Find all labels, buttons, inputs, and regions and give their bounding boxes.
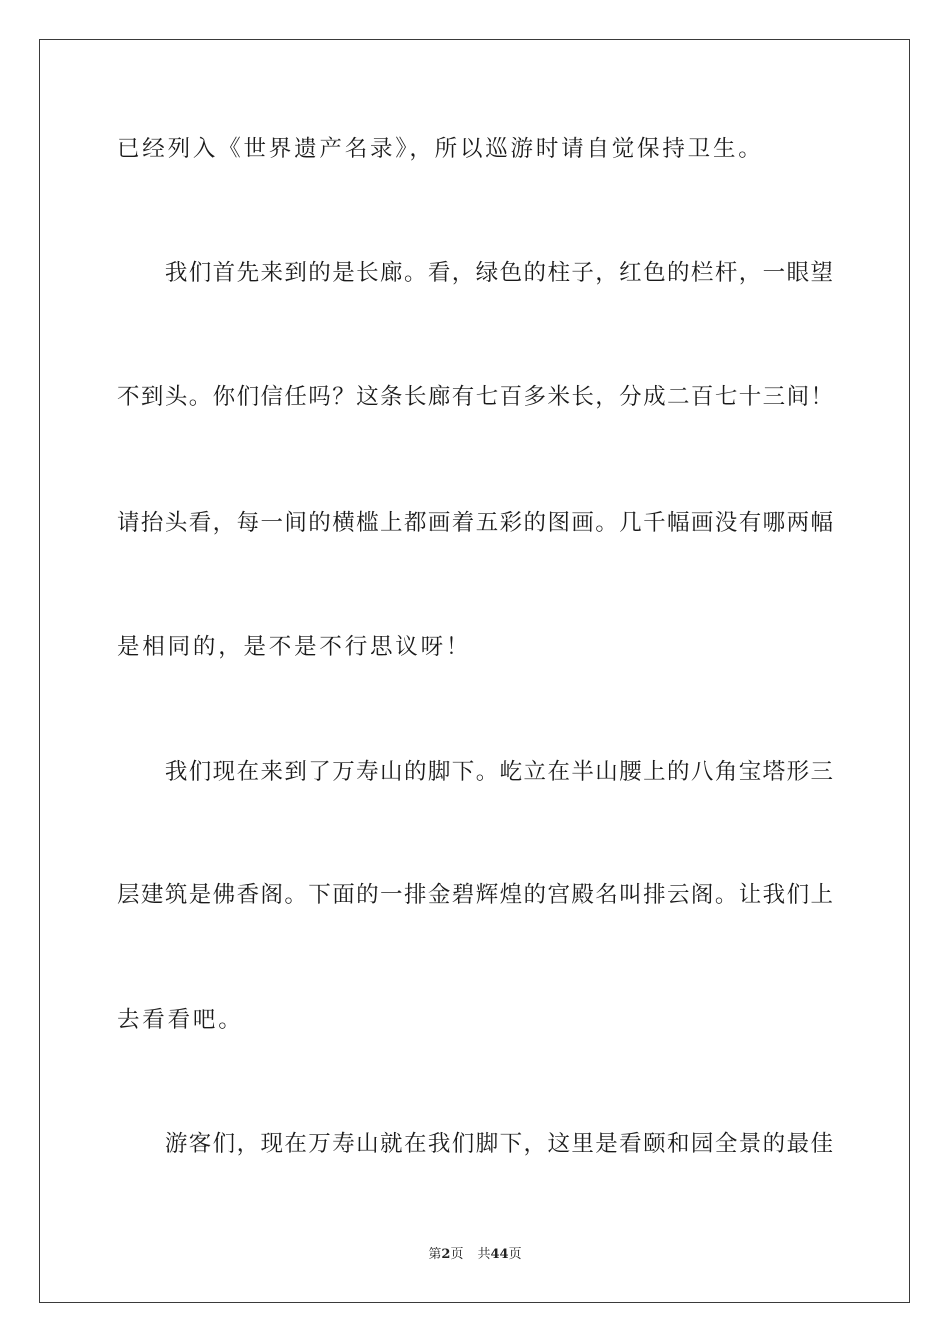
text-line-4: 请抬头看，每一间的横槛上都画着五彩的图画。几千幅画没有哪两幅 bbox=[117, 510, 833, 536]
text-line-2: 我们首先来到的是长廊。看，绿色的柱子，红色的栏杆，一眼望 bbox=[117, 260, 833, 286]
text-line-3: 不到头。你们信任吗？这条长廊有七百多米长，分成二百七十三间！ bbox=[117, 384, 833, 410]
total-suffix: 页 bbox=[508, 1247, 522, 1262]
text-line-6: 我们现在来到了万寿山的脚下。屹立在半山腰上的八角宝塔形三 bbox=[117, 759, 833, 785]
page-border bbox=[39, 39, 910, 1303]
total-prefix: 共 bbox=[477, 1247, 491, 1262]
text-line-9: 游客们，现在万寿山就在我们脚下，这里是看颐和园全景的最佳 bbox=[117, 1131, 833, 1157]
text-line-5: 是相同的，是不是不行思议呀！ bbox=[117, 634, 472, 660]
page-current: 2 bbox=[441, 1247, 451, 1262]
page-footer bbox=[0, 1246, 950, 1264]
page-total: 44 bbox=[490, 1247, 509, 1262]
text-line-8: 去看看吧。 bbox=[117, 1007, 244, 1033]
page-prefix: 第 bbox=[428, 1247, 442, 1262]
page-suffix: 页 bbox=[450, 1247, 464, 1262]
text-line-1: 已经列入《世界遗产名录》，所以巡游时请自觉保持卫生。 bbox=[117, 136, 764, 162]
text-line-7: 层建筑是佛香阁。下面的一排金碧辉煌的宫殿名叫排云阁。让我们上 bbox=[117, 882, 833, 908]
